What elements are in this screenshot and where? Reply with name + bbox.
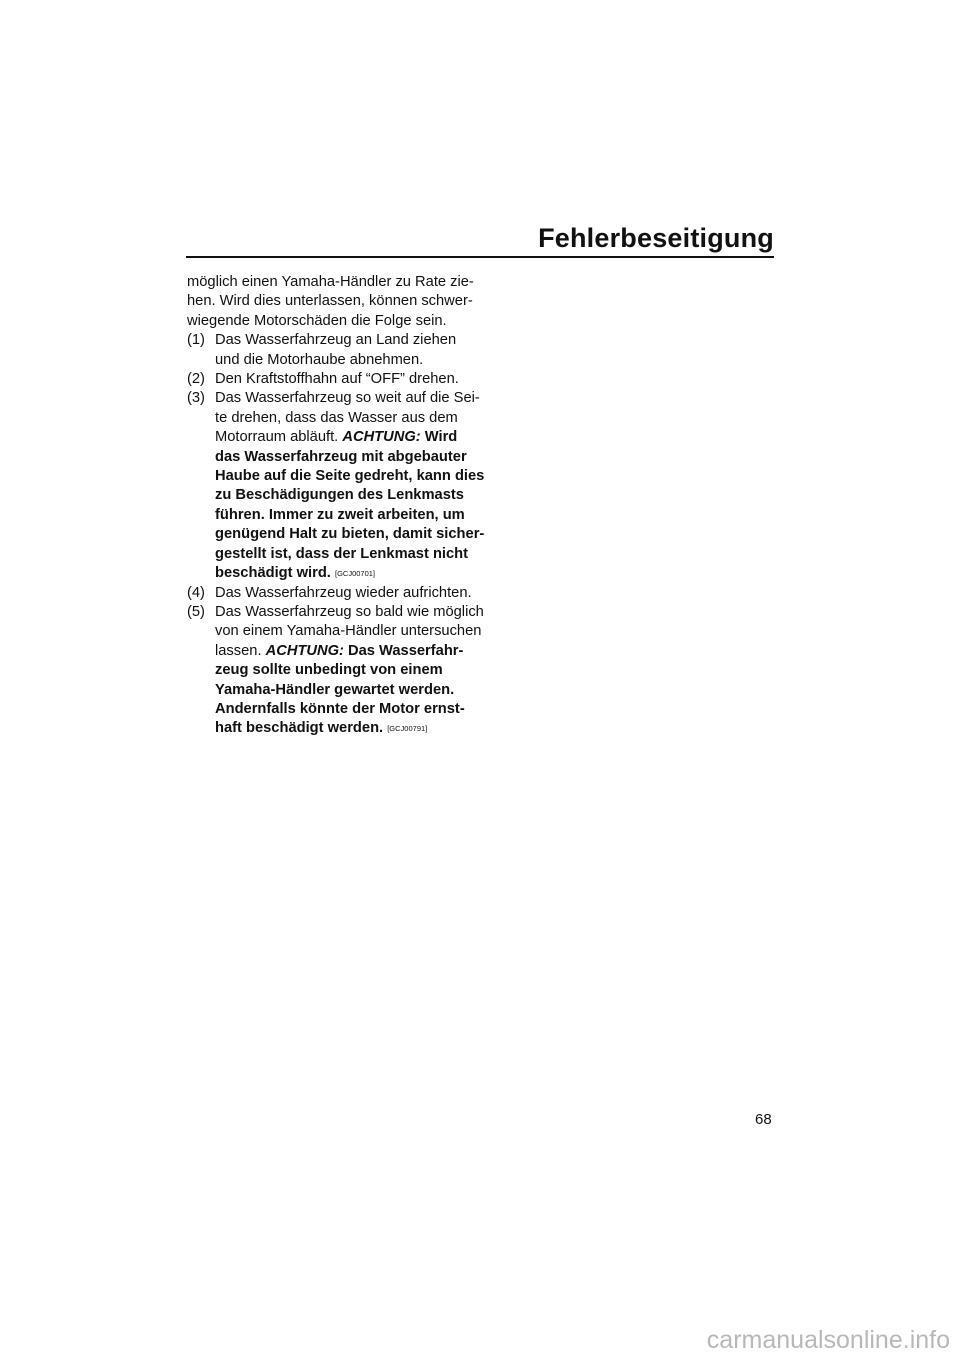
step-line: Das Wasserfahrzeug so weit auf die Sei- — [215, 390, 480, 407]
intro-line: wiegende Motorschäden die Folge sein. — [187, 312, 447, 329]
step-line: Das Wasserfahrzeug an Land ziehen — [215, 332, 457, 349]
step-line: und die Motorhaube abnehmen. — [215, 351, 424, 368]
body-text — [187, 273, 487, 739]
caution-line: Yamaha-Händler gewartet werden. — [215, 681, 455, 698]
caution-line — [215, 719, 487, 738]
caution-label: ACHTUNG: — [265, 642, 344, 659]
page-title: Fehlerbeseitigung — [538, 223, 774, 253]
step-number: (3) — [187, 390, 205, 407]
step-number: (2) — [187, 371, 205, 388]
page-number: 68 — [755, 1111, 772, 1128]
step-1 — [187, 331, 487, 370]
caution-line: zeug sollte unbedingt von einem — [215, 662, 443, 679]
page-header — [186, 222, 774, 258]
caution-text: Wird — [420, 429, 458, 446]
caution-text: beschädigt wird. — [215, 565, 331, 582]
step-line: von einem Yamaha-Händler untersuchen — [215, 623, 482, 640]
intro-line: möglich einen Yamaha-Händler zu Rate zie- — [187, 274, 474, 290]
step-number: (1) — [187, 332, 205, 349]
step-number: (5) — [187, 603, 205, 620]
caution-line: Andernfalls könnte der Motor ernst- — [215, 700, 465, 717]
caution-text: haft beschädigt werden. — [215, 720, 384, 737]
caution-line — [215, 564, 487, 583]
step-2 — [187, 370, 487, 389]
step-line — [215, 642, 487, 661]
step-number: (4) — [187, 584, 205, 601]
step-4 — [187, 584, 487, 603]
step-text: lassen. — [215, 642, 266, 659]
step-line — [215, 428, 487, 447]
intro-line: hen. Wird dies unterlassen, können schwer- — [187, 293, 473, 310]
watermark: carmanualsonline.info — [706, 1326, 950, 1354]
caution-line: das Wasserfahrzeug mit abgebauter — [215, 448, 467, 465]
step-line: Das Wasserfahrzeug so bald wie möglich — [215, 603, 484, 620]
step-line: te drehen, dass das Wasser aus dem — [215, 409, 458, 426]
reference-code: [GCJ00791] — [387, 724, 428, 734]
step-line: Den Kraftstoffhahn auf “OFF” drehen. — [215, 371, 459, 388]
caution-label: ACHTUNG: — [342, 429, 421, 446]
caution-line: führen. Immer zu zweit arbeiten, um — [215, 506, 465, 523]
reference-code: [GCJ00701] — [334, 569, 376, 579]
step-line: Das Wasserfahrzeug wieder aufrichten. — [215, 584, 472, 601]
caution-line: zu Beschädigungen des Lenkmasts — [215, 487, 464, 504]
caution-text: Das Wasserfahr- — [343, 642, 464, 659]
caution-line: gestellt ist, dass der Lenkmast nicht — [215, 545, 469, 562]
caution-line: genügend Halt zu bieten, damit sicher- — [215, 526, 485, 543]
caution-line: Haube auf die Seite gedreht, kann dies — [215, 468, 485, 485]
step-3 — [187, 389, 487, 583]
step-5 — [187, 603, 487, 739]
intro-paragraph — [187, 273, 487, 331]
step-text: Motorraum abläuft. — [215, 429, 343, 446]
